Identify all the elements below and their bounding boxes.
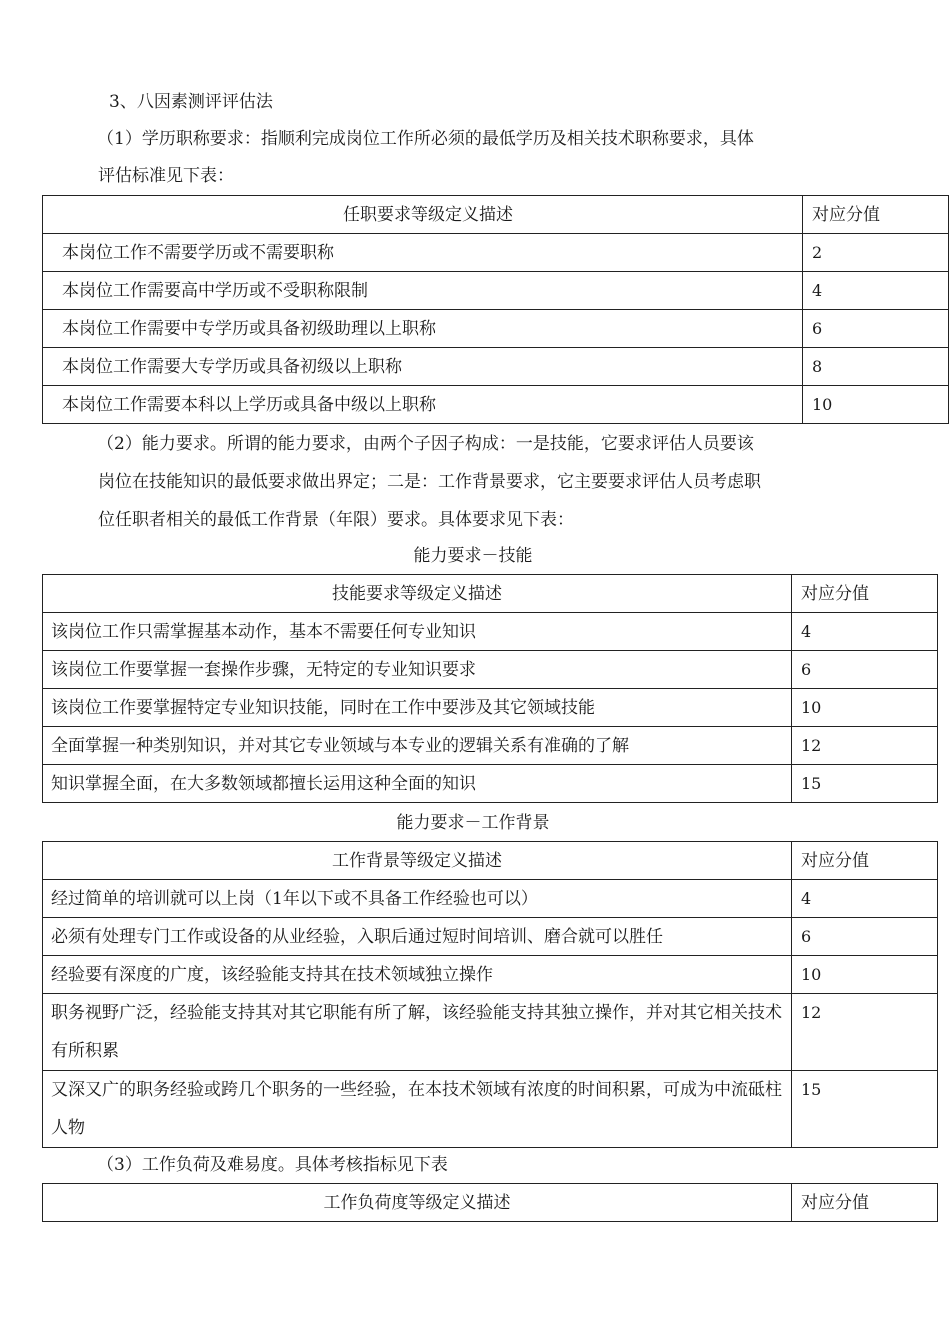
section-title: 3、八因素测评评估法: [109, 92, 273, 112]
table-header-cell: 对应分值: [792, 842, 938, 880]
table-row: [43, 880, 938, 918]
paragraph-1-line-2: 评估标准见下表：: [98, 166, 234, 186]
table-cell: 6: [792, 651, 938, 689]
table-cell: 知识掌握全面，在大多数领域都擅长运用这种全面的知识: [43, 765, 792, 803]
work-background-table: [42, 841, 938, 1148]
table-row: [43, 386, 949, 424]
table-cell: 4: [792, 613, 938, 651]
table-row: [43, 918, 938, 956]
table-cell: 该岗位工作只需掌握基本动作，基本不需要任何专业知识: [43, 613, 792, 651]
table-row: [43, 613, 938, 651]
table-cell: 该岗位工作要掌握特定专业知识技能，同时在工作中要涉及其它领域技能: [43, 689, 792, 727]
table-cell: 10: [803, 386, 949, 424]
table-header-cell: 技能要求等级定义描述: [43, 575, 792, 613]
table-caption-work-background: 能力要求－工作背景: [396, 813, 550, 833]
table-header-row: [43, 196, 949, 234]
table-header-row: [43, 575, 938, 613]
table-cell: 经过简单的培训就可以上岗（1年以下或不具备工作经验也可以）: [43, 880, 792, 918]
table-cell: 4: [803, 272, 949, 310]
table-cell: 全面掌握一种类别知识，并对其它专业领域与本专业的逻辑关系有准确的了解: [43, 727, 792, 765]
table-row: [43, 651, 938, 689]
table-row: [43, 727, 938, 765]
table-cell: 10: [792, 956, 938, 994]
table-row: [43, 765, 938, 803]
table-header-cell: 对应分值: [792, 575, 938, 613]
table-cell: 又深又广的职务经验或跨几个职务的一些经验，在本技术领域有浓度的时间积累，可成为中流砥柱人物: [43, 1071, 792, 1148]
table-row: [43, 234, 949, 272]
table-row: [43, 310, 949, 348]
table-header-cell: 任职要求等级定义描述: [43, 196, 803, 234]
table-cell: 本岗位工作需要大专学历或具备初级以上职称: [43, 348, 803, 386]
paragraph-2-line-3: 位任职者相关的最低工作背景（年限）要求。具体要求见下表：: [98, 510, 574, 530]
table-cell: 2: [803, 234, 949, 272]
table-cell: 4: [792, 880, 938, 918]
paragraph-3: （3）工作负荷及难易度。具体考核指标见下表: [97, 1155, 448, 1175]
table-cell: 6: [803, 310, 949, 348]
table-cell: 本岗位工作需要本科以上学历或具备中级以上职称: [43, 386, 803, 424]
table-header-row: [43, 842, 938, 880]
table-cell: 必须有处理专门工作或设备的从业经验，入职后通过短时间培训、磨合就可以胜任: [43, 918, 792, 956]
table-cell: 该岗位工作要掌握一套操作步骤，无特定的专业知识要求: [43, 651, 792, 689]
table-cell: 经验要有深度的广度，该经验能支持其在技术领域独立操作: [43, 956, 792, 994]
table-row: [43, 1071, 938, 1148]
education-requirement-table: [42, 195, 949, 424]
paragraph-2-line-1: （2）能力要求。所谓的能力要求，由两个子因子构成：一是技能，它要求评估人员要该: [97, 434, 754, 454]
table-cell: 本岗位工作需要高中学历或不受职称限制: [43, 272, 803, 310]
table-row: [43, 272, 949, 310]
table-cell: 6: [792, 918, 938, 956]
table-cell: 本岗位工作需要中专学历或具备初级助理以上职称: [43, 310, 803, 348]
table-caption-skills: 能力要求－技能: [413, 546, 533, 566]
table-header-row: [43, 1184, 938, 1222]
table-header-cell: 工作背景等级定义描述: [43, 842, 792, 880]
table-cell: 12: [792, 994, 938, 1071]
table-cell: 15: [792, 1071, 938, 1148]
table-cell: 8: [803, 348, 949, 386]
table-row: [43, 348, 949, 386]
table-cell: 本岗位工作不需要学历或不需要职称: [43, 234, 803, 272]
table-row: [43, 956, 938, 994]
table-header-cell: 对应分值: [803, 196, 949, 234]
table-row: [43, 994, 938, 1071]
table-cell: 10: [792, 689, 938, 727]
workload-table: [42, 1183, 938, 1222]
table-header-cell: 工作负荷度等级定义描述: [43, 1184, 792, 1222]
paragraph-1-line-1: （1）学历职称要求：指顺利完成岗位工作所必须的最低学历及相关技术职称要求，具体: [97, 129, 754, 149]
table-row: [43, 689, 938, 727]
table-cell: 15: [792, 765, 938, 803]
table-cell: 职务视野广泛，经验能支持其对其它职能有所了解，该经验能支持其独立操作，并对其它相关技术有所积累: [43, 994, 792, 1071]
table-cell: 12: [792, 727, 938, 765]
skill-requirement-table: [42, 574, 938, 803]
paragraph-2-line-2: 岗位在技能知识的最低要求做出界定；二是：工作背景要求，它主要要求评估人员考虑职: [98, 472, 761, 492]
table-header-cell: 对应分值: [792, 1184, 938, 1222]
